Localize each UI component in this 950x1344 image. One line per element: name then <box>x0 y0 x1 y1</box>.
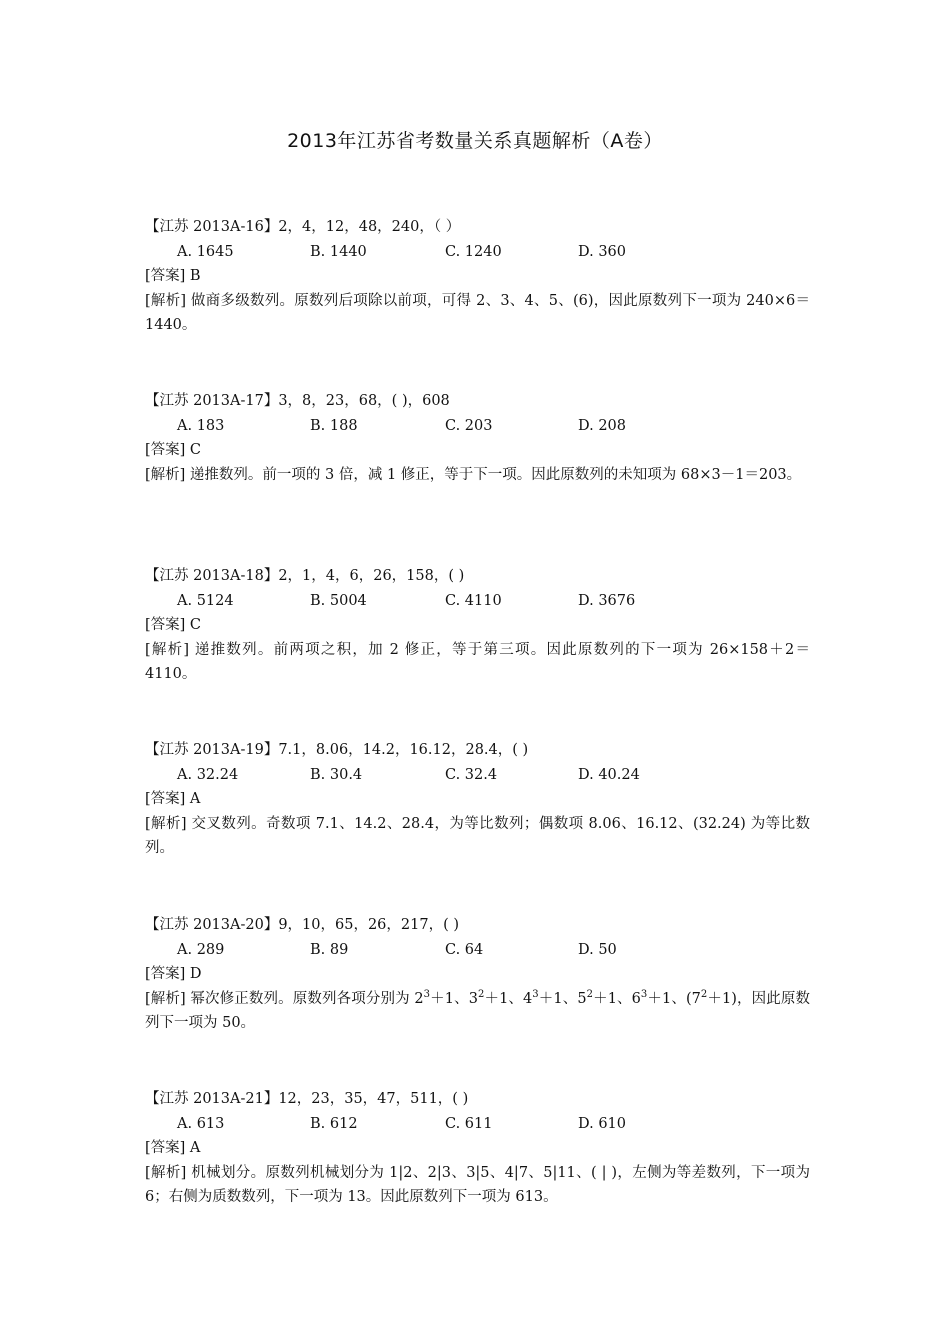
analysis-text: [解析] 做商多级数列。原数列后项除以前项，可得 2、3、4、5、(6)，因此原数列下一项为 240×6＝1440。 <box>145 292 810 333</box>
power-term: $(7^2+1)$， <box>685 988 752 1007</box>
option-row <box>145 763 810 788</box>
analysis-text: [解析] 机械划分。原数列机械划分为 1|2、2|3、3|5、4|7、5|11、( | )，左侧为等差数列，下一项为 6；右侧为质数数列，下一项为 13。因此原数列下一项为 613。 <box>145 1164 810 1205</box>
analysis-text: [解析] 递推数列。前一项的 3 倍，减 1 修正，等于下一项。因此原数列的未知项为 68×3－1＝203。 <box>145 466 802 483</box>
option-a: A. 613 <box>177 1115 225 1132</box>
question-stem: 【江苏 2013A-20】9，10，65，26，217，( ) <box>145 917 460 933</box>
option-d: D. 50 <box>578 941 617 958</box>
answer-line: [答案] C <box>145 442 202 458</box>
question-block <box>145 564 810 687</box>
question-block <box>145 738 810 861</box>
option-d: D. 208 <box>578 417 627 434</box>
answer-line: [答案] C <box>145 617 202 633</box>
option-b: B. 89 <box>310 941 349 958</box>
question-block <box>145 389 810 487</box>
option-b: B. 1440 <box>310 243 367 260</box>
option-row <box>145 414 810 439</box>
option-b: B. 188 <box>310 417 358 434</box>
option-row <box>145 1112 810 1137</box>
question-block <box>145 913 810 1036</box>
analysis-text: [解析] 交叉数列。奇数项 7.1、14.2、28.4，为等比数列；偶数项 8.06、16.12、(32.24) 为等比数列。 <box>145 815 810 856</box>
option-a: A. 183 <box>177 417 225 434</box>
option-b: B. 5004 <box>310 592 367 609</box>
analysis-text: [解析] 递推数列。前两项之积，加 2 修正，等于第三项。因此原数列的下一项为 26×158＋2＝4110。 <box>145 641 810 682</box>
page-title: 2013年江苏省考数量关系真题解析（A卷） <box>287 130 663 152</box>
option-c: C. 611 <box>445 1115 493 1132</box>
power-term: $4^3+1$、 <box>523 988 578 1007</box>
power-term: $3^2+1$、 <box>468 988 524 1007</box>
answer-line: [答案] A <box>145 1140 201 1156</box>
option-c: C. 64 <box>445 941 484 958</box>
power-term: $5^2+1$、 <box>577 988 632 1007</box>
question-stem: 【江苏 2013A-18】2，1，4，6，26，158，( ) <box>145 568 465 584</box>
option-row <box>145 938 810 963</box>
answer-line: [答案] D <box>145 966 202 982</box>
option-a: A. 289 <box>177 941 225 958</box>
option-d: D. 360 <box>578 243 627 260</box>
analysis-suffix: 因此原数列下一项为 50。 <box>145 990 810 1031</box>
power-term: $6^3+1$、 <box>631 988 686 1007</box>
option-b: B. 612 <box>310 1115 358 1132</box>
option-d: D. 610 <box>578 1115 627 1132</box>
option-row <box>145 589 810 614</box>
option-a: A. 5124 <box>177 592 234 609</box>
option-c: C. 203 <box>445 417 493 434</box>
answer-line: [答案] A <box>145 791 201 807</box>
option-a: A. 32.24 <box>177 766 239 783</box>
option-d: D. 3676 <box>578 592 636 609</box>
question-stem: 【江苏 2013A-17】3，8，23，68，( )，608 <box>145 393 450 409</box>
analysis-prefix: [解析] 幂次修正数列。原数列各项分别为 <box>145 990 415 1007</box>
power-term: $2^3+1$、 <box>414 988 469 1007</box>
option-c: C. 1240 <box>445 243 502 260</box>
option-d: D. 40.24 <box>578 766 640 783</box>
question-stem: 【江苏 2013A-19】7.1，8.06，14.2，16.12，28.4，( ) <box>145 742 529 758</box>
option-c: C. 4110 <box>445 592 502 609</box>
option-c: C. 32.4 <box>445 766 498 783</box>
question-stem: 【江苏 2013A-21】12，23，35，47，511，( ) <box>145 1091 469 1107</box>
option-b: B. 30.4 <box>310 766 363 783</box>
question-block <box>145 215 810 338</box>
answer-line: [答案] B <box>145 268 201 284</box>
option-row <box>145 240 810 265</box>
question-stem: 【江苏 2013A-16】2，4，12，48，240，（ ） <box>145 219 461 235</box>
question-block <box>145 1087 810 1210</box>
option-a: A. 1645 <box>177 243 234 260</box>
analysis-text <box>145 987 810 1036</box>
